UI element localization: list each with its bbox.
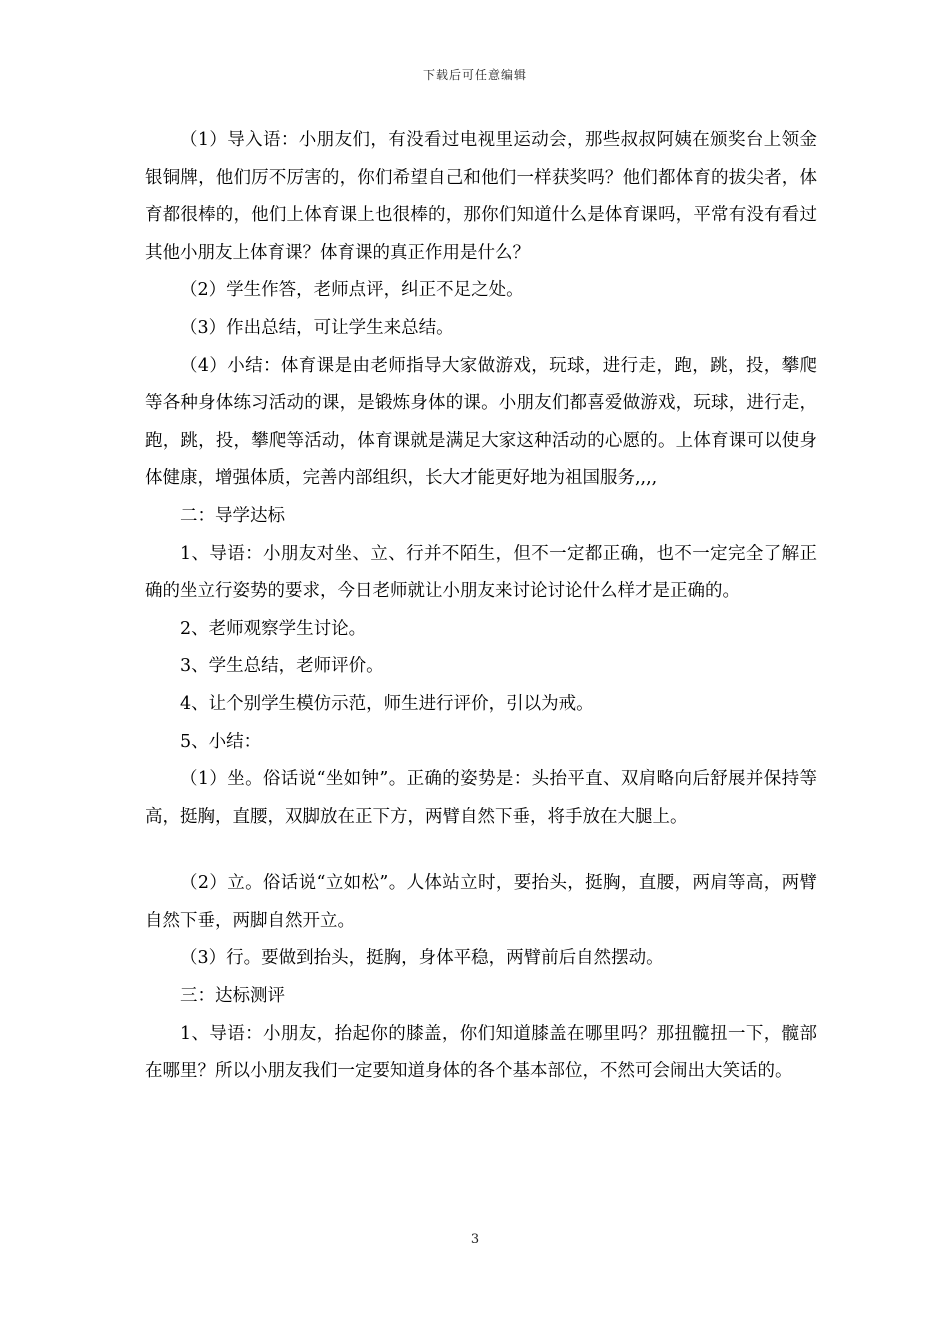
paragraph-student-summary: 3、学生总结，老师评价。 (180, 656, 384, 677)
paragraph-student-answer: （2）学生作答，老师点评，纠正不足之处。 (180, 280, 524, 301)
section-heading-guided-learning: 二：导学达标 (180, 505, 285, 526)
section-heading-assessment: 三：达标测评 (180, 986, 285, 1007)
paragraph-summary-step: （3）作出总结，可让学生来总结。 (180, 317, 454, 338)
paragraph-guided-lead: 1、导语：小朋友对坐、立、行并不陌生，但不一定都正确，也不一定完全了解正确的坐立行姿势的要求，今日老师就让小朋友来讨论讨论什么样才是正确的。 (145, 543, 817, 602)
paragraph-assessment-lead: 1、导语：小朋友，抬起你的膝盖，你们知道膝盖在哪里吗？那扭髋扭一下，髋部在哪里？所以小朋友我们一定要知道身体的各个基本部位，不然可会闹出大笑话的。 (145, 1023, 817, 1082)
paragraph-summary-label: 5、小结： (180, 731, 262, 752)
page-number: 3 (470, 1232, 480, 1247)
paragraph-walking: （3）行。要做到抬头，挺胸，身体平稳，两臂前后自然摆动。 (180, 948, 664, 969)
paragraph-standing: （2）立。俗话说“立如松”。人体站立时，要抬头，挺胸，直腰，两肩等高，两臂自然下垂，两脚自然开立。 (145, 873, 817, 931)
paragraph-sitting: （1）坐。俗话说“坐如钟”。正确的姿势是：头抬平直、双肩略向后舒展并保持等高，挺胸，直腰，双脚放在正下方，两臂自然下垂，将手放在大腿上。 (145, 769, 817, 827)
document-body (145, 122, 817, 1091)
page-header: 下载后可任意编辑 (422, 68, 527, 82)
paragraph-conclusion: （4）小结：体育课是由老师指导大家做游戏，玩球，进行走，跑，跳，投，攀爬等各种身体练习活动的课，是锻炼身体的课。小朋友们都喜爱做游戏，玩球，进行走，跑，跳，投，攀爬等活动，体育课就是满足大家这种活动的心愿的。上体育课可以使身体健康，增强体质，完善内部组织，长大才能更好地为祖国服务,,,, (145, 355, 817, 489)
paragraph-teacher-observe: 2、老师观察学生讨论。 (180, 618, 367, 639)
paragraph-demonstration: 4、让个别学生模仿示范，师生进行评价，引以为戒。 (180, 693, 594, 714)
paragraph-intro-lead: （1）导入语：小朋友们，有没看过电视里运动会，那些叔叔阿姨在颁奖台上领金银铜牌，他们厉不厉害的，你们希望自己和他们一样获奖吗？他们都体育的拔尖者，体育都很棒的，他们上体育课上也很棒的，那你们知道什么是体育课吗，平常有没有看过其他小朋友上体育课？体育课的真正作用是什么？ (145, 130, 817, 263)
